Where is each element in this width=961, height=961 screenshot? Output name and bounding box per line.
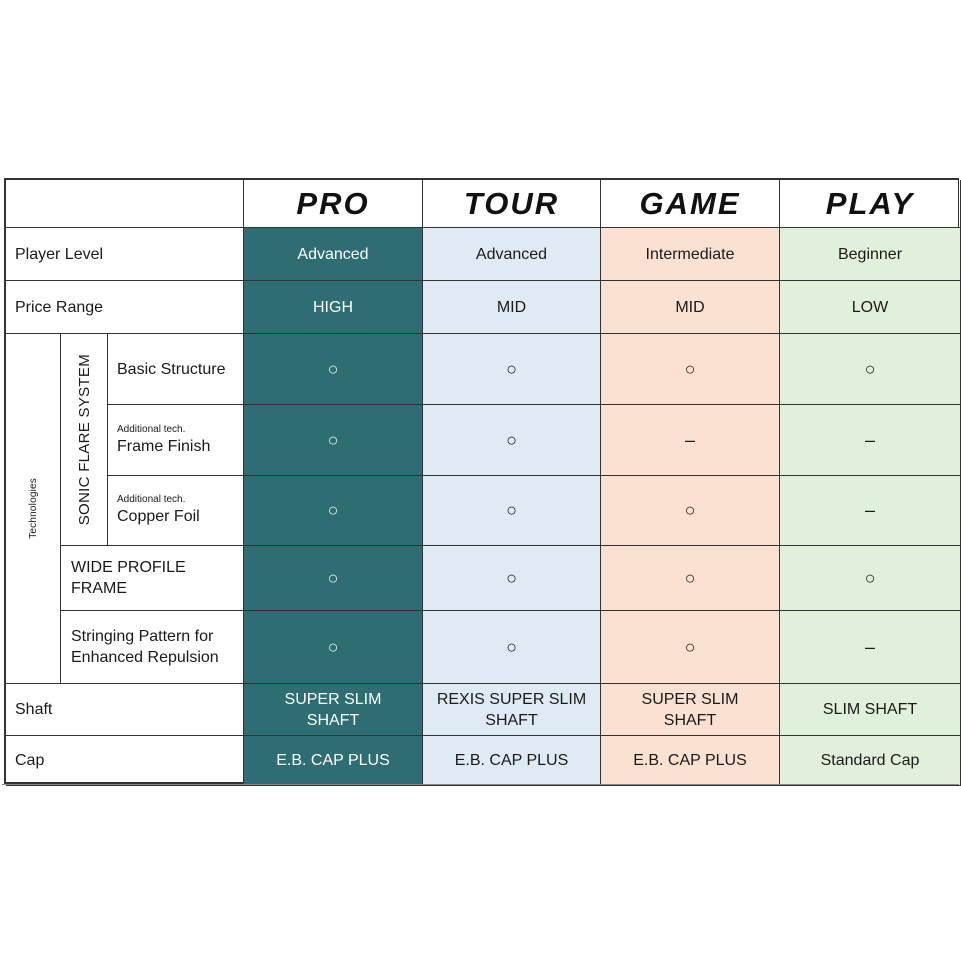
circle-mark-icon: ○ [506,500,517,520]
cell-price-range-play: LOW [780,281,961,334]
cell-shaft-play: SLIM SHAFT [780,684,961,736]
sonic-flare-group-label [61,334,108,546]
cell-cap-tour: E.B. CAP PLUS [423,736,601,786]
brand-game-logo: GAME [639,186,741,221]
cell-basic-structure-game [601,334,780,405]
row-label-player-level: Player Level [6,228,244,281]
cell-stringing-game [601,611,780,684]
circle-mark-icon: ○ [864,358,876,379]
circle-mark-icon: ○ [506,567,517,588]
sonic-flare-label: SONIC FLARE SYSTEM [75,353,93,526]
circle-mark-icon: ○ [506,358,517,379]
cell-copper-foil-game [601,476,780,546]
circle-mark-icon: ○ [684,358,696,379]
cell-frame-finish-pro [244,405,423,476]
cell-basic-structure-pro [244,334,423,405]
cell-cap-pro: E.B. CAP PLUS [244,736,423,786]
circle-mark-icon: ○ [327,636,339,657]
header-pro [244,180,423,228]
cell-basic-structure-play [780,334,961,405]
header-tour [423,180,601,228]
cell-shaft-game: SUPER SLIM SHAFT [601,684,780,736]
cell-wide-profile-pro [244,546,423,611]
row-label-cap: Cap [6,736,244,786]
cell-wide-profile-tour [423,546,601,611]
technologies-group-label [6,334,61,684]
row-label-stringing: Stringing Pattern for Enhanced Repulsion [61,611,244,684]
technologies-label: Technologies [27,478,39,539]
circle-mark-icon: ○ [327,567,339,588]
cell-frame-finish-game [601,405,780,476]
bottom-divider [2,784,959,785]
header-play [780,180,961,228]
dash-mark-icon: – [864,500,875,520]
row-label-price-range: Price Range [6,281,244,334]
row-label-frame-finish [108,405,244,476]
cell-price-range-game: MID [601,281,780,334]
circle-mark-icon: ○ [506,636,517,657]
circle-mark-icon: ○ [864,567,876,588]
cell-player-level-play: Beginner [780,228,961,281]
row-label-frame-finish-text: Frame Finish [117,437,211,455]
row-label-wide-profile: WIDE PROFILE FRAME [61,546,244,611]
cell-cap-game: E.B. CAP PLUS [601,736,780,786]
row-label-copper-foil [108,476,244,546]
dash-mark-icon: – [684,429,695,450]
cell-copper-foil-pro [244,476,423,546]
cell-frame-finish-play [780,405,961,476]
cell-copper-foil-play [780,476,961,546]
cell-wide-profile-play [780,546,961,611]
cell-copper-foil-tour [423,476,601,546]
cell-player-level-tour: Advanced [423,228,601,281]
cell-stringing-pro [244,611,423,684]
dash-mark-icon: – [864,636,875,657]
circle-mark-icon: ○ [684,500,696,520]
cell-price-range-tour: MID [423,281,601,334]
comparison-table [4,178,959,784]
header-game [601,180,780,228]
brand-pro-logo: PRO [296,186,370,221]
row-label-copper-foil-text: Copper Foil [117,508,200,525]
cell-player-level-game: Intermediate [601,228,780,281]
row-sublabel-copper-foil: Additional tech. [117,494,186,505]
circle-mark-icon: ○ [684,567,696,588]
cell-shaft-tour: REXIS SUPER SLIM SHAFT [423,684,601,736]
cell-price-range-pro: HIGH [244,281,423,334]
cell-frame-finish-tour [423,405,601,476]
circle-mark-icon: ○ [684,636,696,657]
cell-stringing-play [780,611,961,684]
circle-mark-icon: ○ [327,500,339,520]
circle-mark-icon: ○ [327,358,339,379]
cell-cap-play: Standard Cap [780,736,961,786]
dash-mark-icon: – [864,429,875,450]
circle-mark-icon: ○ [327,429,339,450]
row-label-shaft: Shaft [6,684,244,736]
circle-mark-icon: ○ [506,429,517,450]
header-corner [6,180,244,228]
row-sublabel-frame-finish: Additional tech. [117,423,186,435]
row-label-basic-structure: Basic Structure [108,334,244,405]
cell-basic-structure-tour [423,334,601,405]
cell-shaft-pro: SUPER SLIM SHAFT [244,684,423,736]
brand-tour-logo: TOUR [463,186,560,221]
cell-player-level-pro: Advanced [244,228,423,281]
cell-wide-profile-game [601,546,780,611]
cell-stringing-tour [423,611,601,684]
brand-play-logo: PLAY [825,186,915,221]
